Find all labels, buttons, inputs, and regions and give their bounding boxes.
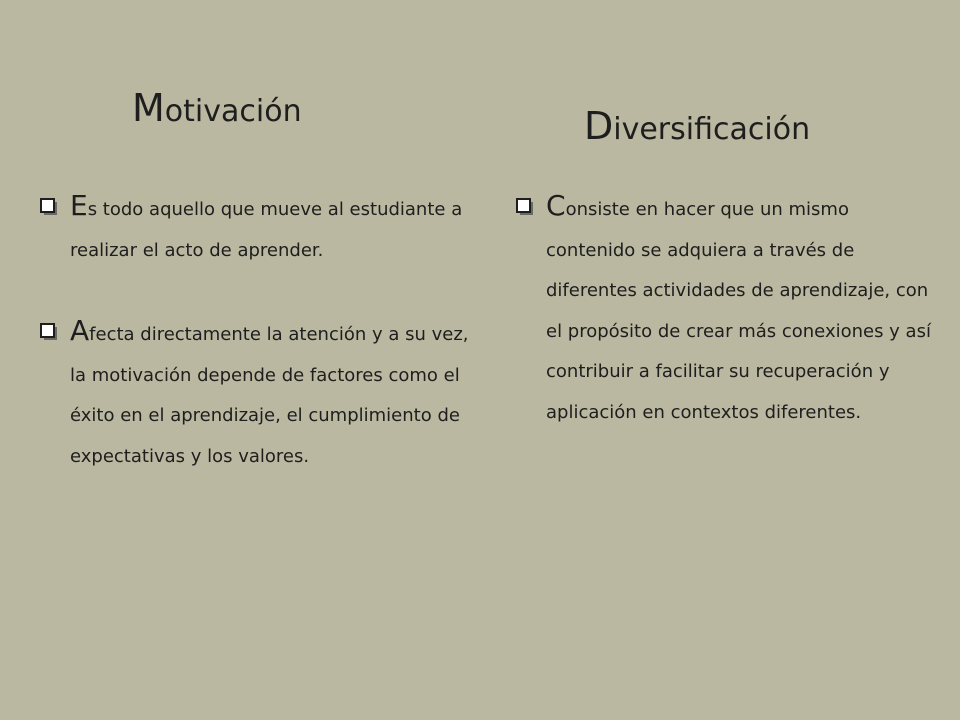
point-initial: C — [546, 189, 566, 222]
title-initial: M — [132, 86, 165, 130]
point-initial: A — [70, 314, 90, 347]
title-rest: iversificación — [613, 112, 811, 147]
point-text: fecta directamente la atención y a su vez, la motivación depende de factores como el éxito en el aprendizaje, el cumplimiento de expectativas y los valores. — [70, 324, 469, 467]
list-item — [40, 186, 470, 271]
point-text: s todo aquello que mueve al estudiante a realizar el acto de aprender. — [70, 199, 463, 261]
checkbox-square-icon — [40, 198, 58, 216]
point-initial: E — [70, 189, 88, 222]
motivation-points — [40, 186, 470, 477]
motivation-title — [132, 86, 302, 130]
diversification-points — [516, 186, 936, 433]
list-item — [516, 186, 936, 433]
checkbox-square-icon — [40, 323, 58, 341]
point-text: onsiste en hacer que un mismo contenido se adquiera a través de diferentes actividades de aprendizaje, con el propósito de crear más conexiones y así contribuir a facilitar su recuperación y aplicación en contextos diferentes. — [546, 199, 931, 423]
list-item — [40, 311, 470, 477]
title-rest: otivación — [164, 94, 302, 129]
diversification-title — [584, 104, 810, 148]
title-initial: D — [584, 104, 614, 148]
checkbox-square-icon — [516, 198, 534, 216]
